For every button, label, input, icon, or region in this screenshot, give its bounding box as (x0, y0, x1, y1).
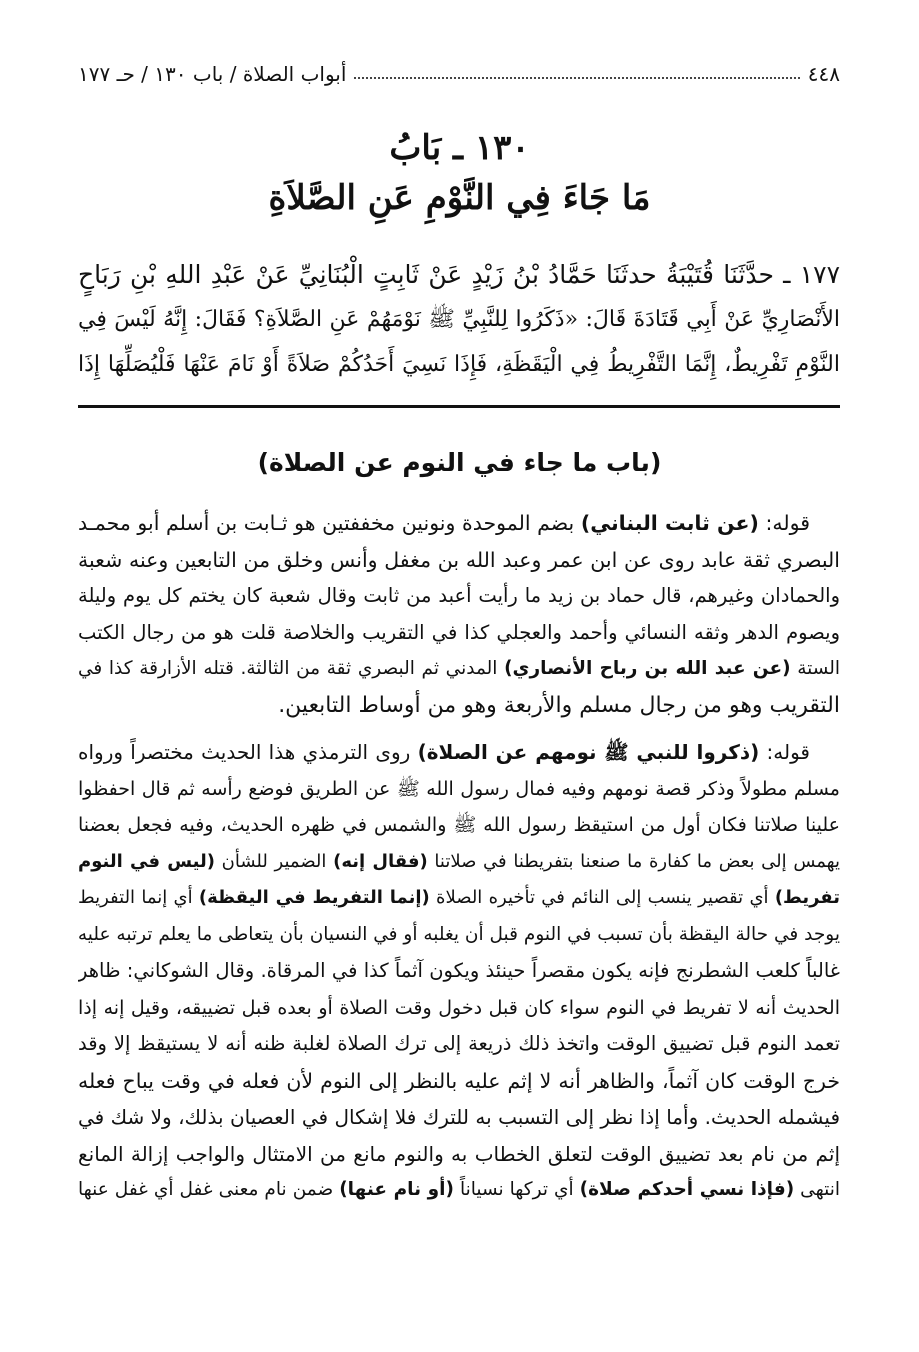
hadith-text (78, 252, 840, 387)
running-header (78, 60, 840, 88)
bab-number-heading: ١٣٠ ـ بَابُ (389, 128, 530, 168)
commentary-line: خرج الوقت كان آثماً، والظاهر أنه لا إثم عليه بالنظر إلى النوم لأن فعله في وقت يباح فعله (78, 1068, 840, 1093)
chapter-reference: أبواب الصلاة / باب ١٣٠ / حـ ١٧٧ (78, 62, 347, 86)
commentary-line: يوجد في حالة اليقظة بأن تسبب في النوم قبل أن يغلبه أو في النسيان بأن يتعاطى ما يعلم ترتبه عليه (78, 923, 840, 945)
commentary-line: إثم من نام بعد تضييق الوقت لتعلق الخطاب به والنوم مانع من الامتثال والواجب إزالة المانع (78, 1141, 840, 1166)
commentary-line: علينا صلاتنا فكان أول من استيقظ رسول الله ﷺ والشمس في ظهره الحديث، وفيه فجعل بعضنا (78, 814, 840, 836)
quoted-term: (إنما التفريط في اليقظة) (198, 887, 430, 908)
commentary-line: مسلم مطولاً وذكر قصة نومهم وفيه فمال رسول الله ﷺ عن الطريق فوضع رأسه ثم قال احفظوا (78, 777, 840, 800)
hadith-line: ١٧٧ ـ حدَّثَنَا قُتَيْبَةُ حدثَنَا حَمَّادُ بْنُ زَيْدٍ عَنْ ثَابِتٍ الْبُنَانِيِّ عَنْ عَبْدِ اللهِ بْنِ رَبَاحٍ (78, 260, 840, 289)
commentary-line: غالباً كلعب الشطرنج فإنه يكون مقصراً حينئذ ويكون آثماً كذا في المرقاة. وقال الشوكاني: ظاهر (78, 959, 840, 982)
page-number: ٤٤٨ (807, 62, 840, 86)
commentary-paragraph (78, 505, 840, 724)
hadith-line: النَّوْمِ تَفْرِيطٌ، إِنَّمَا التَّفْرِيطُ فِي الْيَقَظَةِ، فَإِذَا نَسِيَ أَحَدُكُمْ صَلاَةً أَوْ نَامَ عَنْهَا فَلْيُصَلِّهَا إِذَا (78, 352, 840, 377)
quoted-term: (ليس في النوم (78, 850, 215, 872)
commentary-line: ويصوم الدهر وثقه النسائي وأحمد والعجلي كذا في التقريب والخلاصة قلت هو من رجال الكتب (78, 620, 840, 644)
commentary-heading: (باب ما جاء في النوم عن الصلاة) (257, 448, 662, 477)
commentary-line: قوله: (عن ثابت البناني) بضم الموحدة ونونين مخففتين هو ثـابت بن أسلم أبو محمـد (78, 511, 810, 535)
commentary-line: فيشمله الحديث. وأما إذا نظر إلى التسبب به للترك فلا إشكال في العصيان بذلك، ولا شك في (78, 1105, 840, 1129)
quoted-term: (ذكروا للنبي ﷺ نومهم عن الصلاة) (417, 740, 760, 764)
commentary-line: والحمادان وغيرهم، قال حماد بن زيد ما رأيت أعبد من ثابت وقال شعبة كان يختم كل يوم وليلة (78, 584, 840, 607)
commentary-line: الستة (عن عبد الله بن رباح الأنصاري) المدني ثم البصري ثقة من الثالثة. قتله الأزارقة كذا في (78, 658, 840, 679)
commentary-line: قوله: (ذكروا للنبي ﷺ نومهم عن الصلاة) روى الترمذي هذا الحديث مختصراً ورواه (78, 740, 810, 764)
hadith-line: الأَنْصَارِيِّ عَنْ أَبِي قَتَادَةَ قَالَ: «ذَكَرُوا لِلنَّبِيِّ ﷺ نَوْمَهُمْ عَنِ الصَّلاَةِ؟ فَقَالَ: إِنَّهُ لَيْسَ فِي (78, 307, 840, 332)
quoted-term: (عن عبد الله بن رباح الأنصاري) (504, 658, 791, 679)
commentary-line: تفريط) أي تقصير ينسب إلى النائم في تأخيره الصلاة (إنما التفريط في اليقظة) أي إنما التفريط (78, 887, 840, 908)
commentary-line: يهمس إلى بعض ما كفارة ما صنعنا بتفريطنا في صلاتنا (فقال إنه) الضمير للشأن (ليس في النوم (78, 850, 840, 872)
header-dotted-leader (354, 77, 799, 79)
quoted-term: تفريط) (774, 887, 840, 908)
quoted-term: (أو نام عنها) (339, 1179, 454, 1200)
commentary-paragraph (78, 734, 840, 1209)
quoted-term: (فإذا نسي أحدكم صلاة) (579, 1179, 795, 1200)
section-divider (78, 405, 840, 408)
commentary-line: الحديث أنه لا تفريط في النوم سواء كان قبل دخول وقت الصلاة أو بعده قبل تضييقه، وقيل إنه إذا (78, 996, 840, 1019)
commentary-line: التقريب وهو من رجال مسلم والأربعة وهو من أوساط التابعين. (278, 692, 840, 718)
commentary-body (78, 505, 840, 1209)
commentary-line: انتهى (فإذا نسي أحدكم صلاة) أي تركها نسياناً (أو نام عنها) ضمن نام معنى غفل أي غفل عنها (78, 1179, 840, 1200)
quoted-term: (عن ثابت البناني) (580, 511, 759, 535)
quoted-term: (فقال إنه) (333, 850, 428, 872)
commentary-line: تعمد النوم قبل تضييق الوقت واتخذ ذلك ذريعة إلى ترك الصلاة لغلبة ظنه أنه لا يستيقظ إلا وقد (78, 1032, 840, 1055)
commentary-line: البصري ثقة عابد روى عن ابن عمر وعبد الله بن مغفل وأنس وخلق من التابعين وعنه شعبة (78, 547, 840, 572)
bab-title-heading: مَا جَاءَ فِي النَّوْمِ عَنِ الصَّلاَةِ (268, 178, 651, 218)
